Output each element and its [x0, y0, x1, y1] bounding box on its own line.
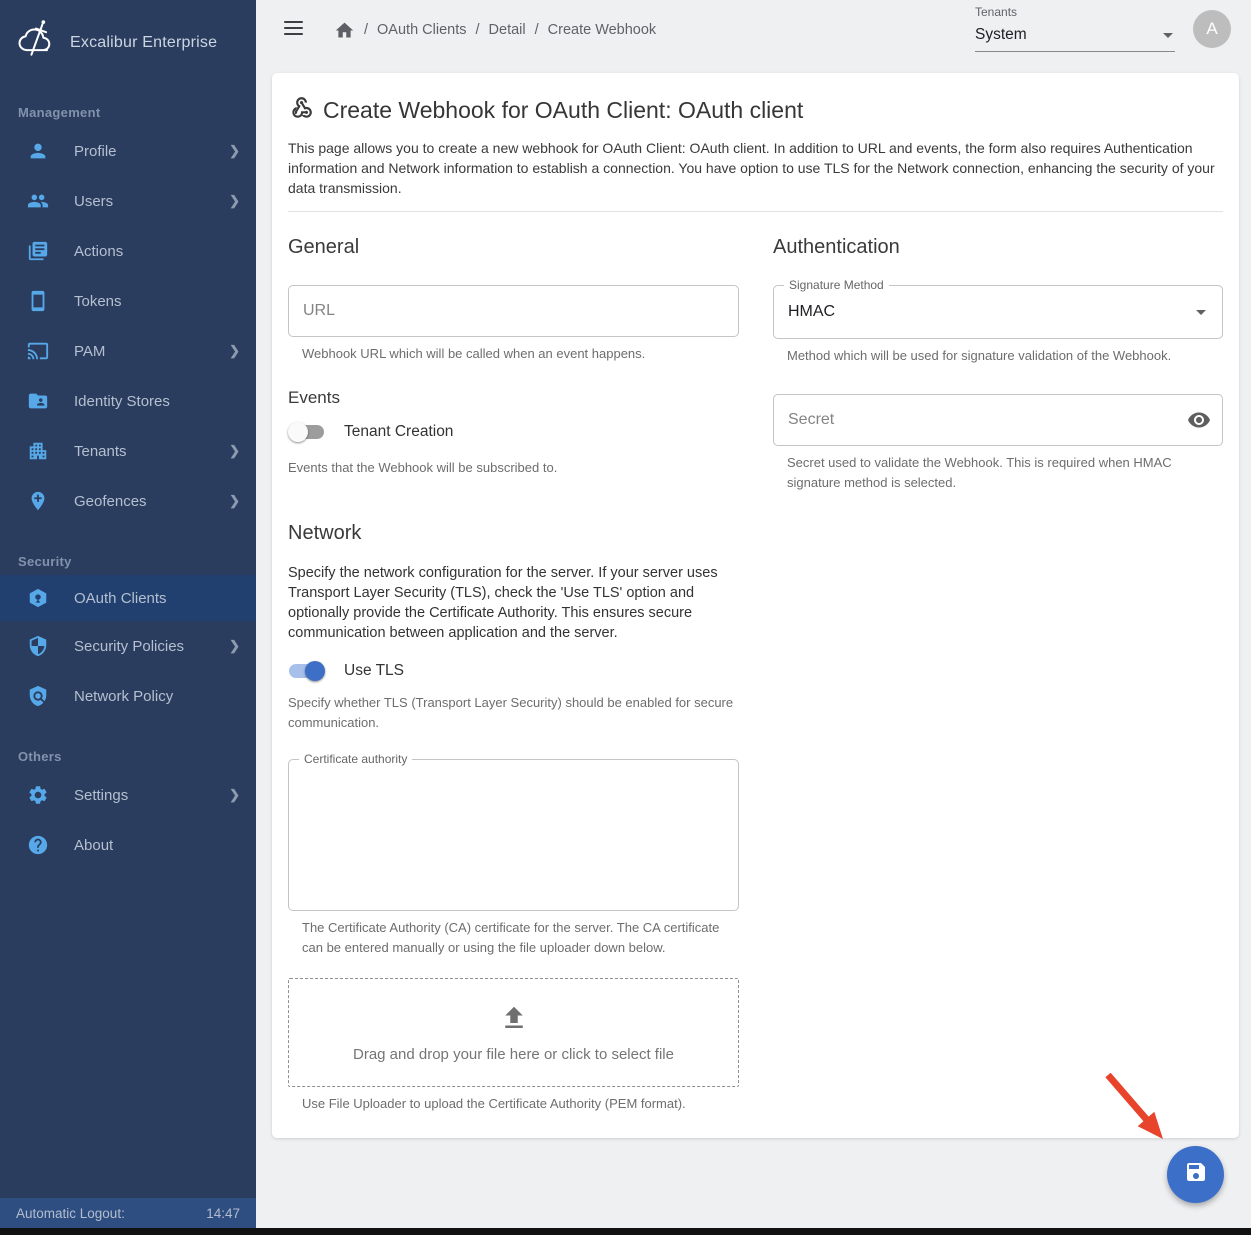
file-drop-zone[interactable]	[288, 978, 739, 1087]
identity-stores-icon	[26, 389, 50, 413]
right-column	[773, 236, 1223, 1114]
tenants-value: System	[975, 26, 1027, 43]
bottom-strip	[0, 1228, 1251, 1235]
signature-method-helper: Method which will be used for signature validation of the Webhook.	[787, 348, 1172, 363]
excalibur-logo	[14, 18, 58, 67]
auto-logout-time: 14:47	[206, 1205, 240, 1221]
security-policies-icon	[26, 634, 50, 658]
sidebar-item-settings[interactable]	[0, 770, 256, 820]
save-icon	[1184, 1160, 1208, 1189]
sidebar-item-label: Tokens	[74, 292, 122, 310]
events-helper: Events that the Webhook will be subscribed to.	[288, 460, 558, 475]
nav-section-management: Management	[18, 105, 101, 120]
sidebar-nav	[0, 77, 256, 870]
authentication-heading: Authentication	[773, 236, 900, 258]
page-description: This page allows you to create a new webhook for OAuth Client: OAuth client. In addition to URL and events, the form also requires Authentication information and Network information to establish a connection. You have option to use TLS for the Network connection, enhancing the security of your data transmission.	[288, 140, 1215, 196]
signature-method-value: HMAC	[788, 303, 836, 320]
nav-section-others: Others	[18, 749, 62, 764]
breadcrumb-separator: /	[534, 22, 539, 38]
certificate-authority-textarea[interactable]	[289, 760, 738, 910]
sidebar-item-label: Profile	[74, 142, 117, 160]
file-drop-text: Drag and drop your file here or click to select file	[353, 1045, 674, 1063]
oauth-clients-icon	[26, 586, 50, 610]
chevron-right-icon: ❯	[229, 493, 240, 508]
menu-toggle-icon[interactable]	[284, 21, 303, 36]
use-tls-label: Use TLS	[344, 662, 405, 679]
breadcrumb-separator: /	[475, 22, 480, 38]
url-input[interactable]	[288, 285, 739, 337]
nav-section-security: Security	[18, 554, 72, 569]
dropdown-caret-icon	[1196, 310, 1206, 315]
sidebar-item-tenants[interactable]	[0, 426, 256, 476]
sidebar-item-label: Users	[74, 192, 114, 210]
dropdown-caret-icon	[1163, 33, 1173, 38]
pam-icon	[26, 339, 50, 363]
network-heading: Network	[288, 522, 362, 544]
brand-name: Excalibur Enterprise	[70, 33, 218, 51]
url-helper: Webhook URL which will be called when an event happens.	[302, 346, 646, 361]
brand	[0, 0, 256, 77]
sidebar-item-label: Geofences	[74, 492, 147, 510]
content-card	[272, 73, 1239, 1138]
sidebar-item-label: Network Policy	[74, 687, 174, 705]
geofences-icon	[26, 489, 50, 513]
chevron-right-icon: ❯	[229, 638, 240, 653]
topbar	[256, 0, 1251, 60]
divider	[288, 211, 1223, 212]
sidebar-item-label: Settings	[74, 786, 129, 804]
sidebar-item-tokens[interactable]	[0, 276, 256, 326]
certificate-authority-field	[288, 752, 739, 911]
chevron-right-icon: ❯	[229, 787, 240, 802]
sidebar-item-label: Actions	[74, 242, 124, 260]
sidebar-item-label: About	[74, 836, 114, 854]
tenants-icon	[26, 439, 50, 463]
breadcrumb-create-webhook: Create Webhook	[547, 22, 657, 38]
sidebar-item-network-policy[interactable]	[0, 671, 256, 721]
upload-icon	[499, 1003, 529, 1038]
tenant-creation-toggle[interactable]	[288, 422, 325, 442]
users-icon	[26, 189, 50, 213]
breadcrumb	[334, 0, 656, 60]
sidebar-item-security-policies[interactable]	[0, 621, 256, 671]
secret-input[interactable]	[773, 394, 1223, 446]
left-column	[288, 236, 739, 1114]
uploader-helper: Use File Uploader to upload the Certificate Authority (PEM format).	[302, 1096, 686, 1111]
sidebar-item-label: Tenants	[74, 442, 127, 460]
sidebar-item-identity-stores[interactable]	[0, 376, 256, 426]
about-icon	[26, 833, 50, 857]
network-description: Specify the network configuration for the server. If your server uses Transport Layer Security (TLS), check the 'Use TLS' option and optionally provide the Certificate Authority. This ensures secure communication between application and the server.	[288, 565, 718, 641]
settings-icon	[26, 783, 50, 807]
sidebar-item-oauth-clients[interactable]	[0, 575, 256, 621]
sidebar-item-profile[interactable]	[0, 126, 256, 176]
chevron-right-icon: ❯	[229, 143, 240, 158]
visibility-eye-icon[interactable]	[1187, 408, 1211, 432]
chevron-right-icon: ❯	[229, 443, 240, 458]
person-icon	[26, 139, 50, 163]
sidebar	[0, 0, 256, 1228]
signature-method-label: Signature Method	[784, 278, 889, 292]
secret-helper: Secret used to validate the Webhook. This is required when HMAC signature method is selected.	[787, 455, 1172, 490]
sidebar-item-actions[interactable]	[0, 226, 256, 276]
sidebar-item-about[interactable]	[0, 820, 256, 870]
certificate-authority-label: Certificate authority	[299, 752, 412, 766]
breadcrumb-detail[interactable]: Detail	[488, 22, 526, 38]
breadcrumb-separator: /	[364, 22, 369, 38]
general-heading: General	[288, 236, 360, 258]
use-tls-helper: Specify whether TLS (Transport Layer Security) should be enabled for secure communication.	[288, 695, 734, 730]
events-heading: Events	[288, 388, 340, 407]
actions-icon	[26, 239, 50, 263]
tenant-creation-label: Tenant Creation	[344, 423, 454, 440]
home-icon[interactable]	[334, 20, 355, 41]
signature-method-select[interactable]	[773, 278, 1223, 339]
certificate-authority-helper: The Certificate Authority (CA) certificate for the server. The CA certificate can be entered manually or using the file uploader down below.	[302, 920, 720, 955]
avatar[interactable]: A	[1193, 10, 1231, 48]
auto-logout-label: Automatic Logout:	[16, 1205, 125, 1221]
sidebar-item-label: OAuth Clients	[74, 589, 167, 607]
auto-logout-bar	[0, 1198, 256, 1228]
chevron-right-icon: ❯	[229, 343, 240, 358]
sidebar-item-users[interactable]	[0, 176, 256, 226]
tenants-select[interactable]	[975, 5, 1175, 52]
breadcrumb-oauth-clients[interactable]: OAuth Clients	[377, 22, 467, 38]
sidebar-item-label: Security Policies	[74, 637, 185, 655]
webhook-icon	[288, 95, 314, 126]
page-title: Create Webhook for OAuth Client: OAuth client	[323, 97, 804, 123]
main-area	[256, 0, 1251, 1228]
sidebar-item-pam[interactable]	[0, 326, 256, 376]
chevron-right-icon: ❯	[229, 193, 240, 208]
save-button[interactable]	[1167, 1146, 1224, 1203]
sidebar-item-label: Identity Stores	[74, 392, 170, 410]
network-policy-icon	[26, 684, 50, 708]
tokens-icon	[26, 289, 50, 313]
sidebar-item-geofences[interactable]	[0, 476, 256, 526]
use-tls-toggle[interactable]	[288, 661, 325, 681]
tenants-label: Tenants	[975, 5, 1018, 19]
sidebar-item-label: PAM	[74, 342, 106, 360]
